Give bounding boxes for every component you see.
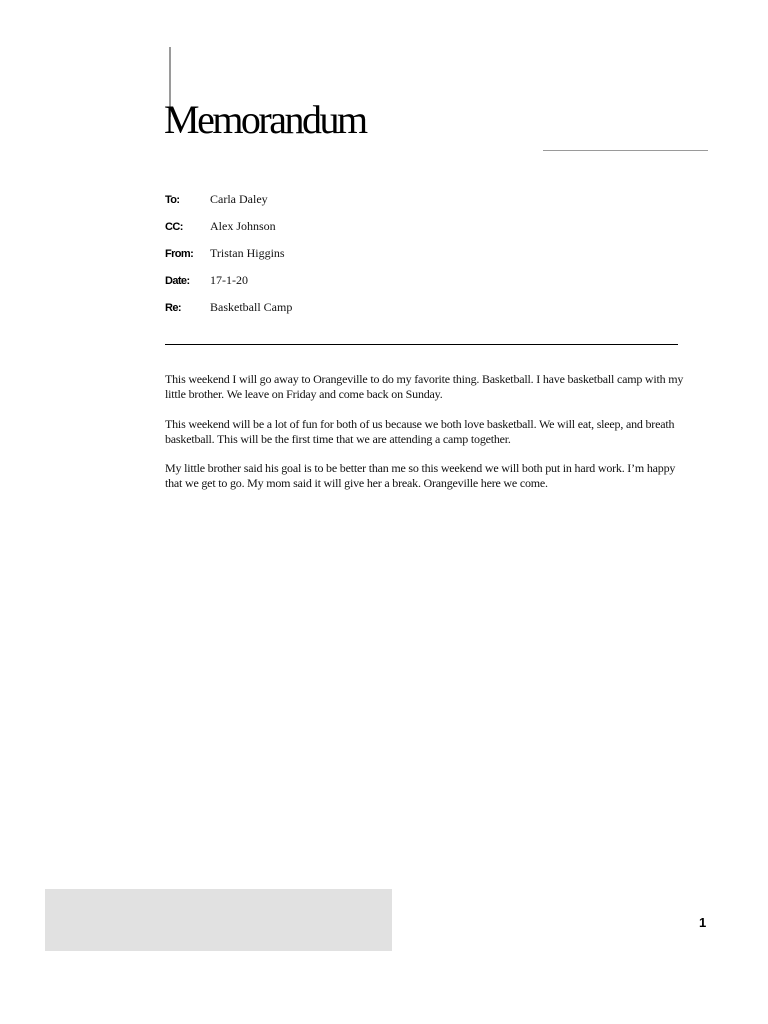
field-label-date: Date: (165, 275, 190, 287)
body-paragraph-1: This weekend I will go away to Orangeville to do my favorite thing. Basketball. I have basketball camp with my little brother. We leave on Friday and come back on Sunday. (165, 372, 684, 401)
footer-shaded-box (45, 889, 392, 951)
field-value-from: Tristan Higgins (210, 246, 285, 260)
body-paragraph-2: This weekend will be a lot of fun for both of us because we both love basketball. We will eat, sleep, and breath basketball. This will be the first time that we are attending a camp together. (165, 416, 675, 446)
memo-body (165, 372, 685, 506)
field-value-to: Carla Daley (210, 192, 268, 206)
field-value-cc: Alex Johnson (210, 219, 276, 233)
field-cc (165, 219, 565, 246)
memo-title: Memorandum (164, 97, 366, 142)
field-from (165, 246, 565, 273)
body-paragraph-3: My little brother said his goal is to be better than me so this weekend we will both put in hard work. I’m happy that we get to go. My mom said it will give her a break. Orangeville here we come. (165, 461, 676, 490)
field-value-date: 17-1-20 (210, 273, 248, 287)
field-date (165, 273, 565, 300)
header-divider (165, 344, 678, 345)
field-value-re: Basketball Camp (210, 300, 293, 314)
page-number: 1 (699, 915, 707, 930)
field-label-from: From: (165, 248, 194, 260)
field-label-to: To: (165, 194, 180, 206)
field-label-cc: CC: (165, 221, 183, 233)
title-underline-rule (543, 150, 708, 151)
field-label-re: Re: (165, 302, 181, 314)
field-to (165, 192, 565, 219)
memo-header-fields (165, 192, 565, 327)
field-re (165, 300, 565, 327)
